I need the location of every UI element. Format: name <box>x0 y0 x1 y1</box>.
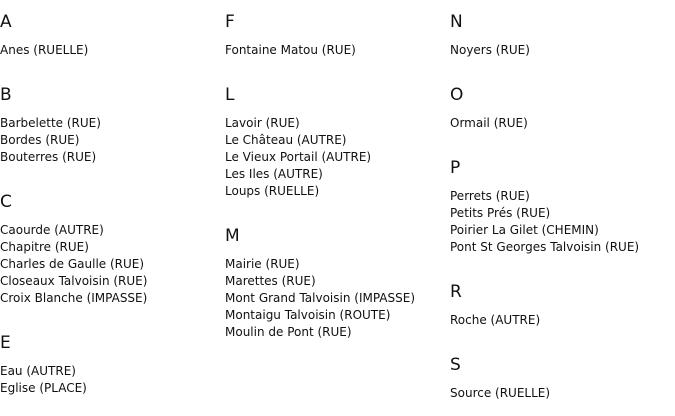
street-link[interactable]: Caourde (AUTRE) <box>0 223 104 237</box>
letter-group-p <box>450 158 675 256</box>
street-list <box>0 222 225 307</box>
letter-group-a <box>0 12 225 59</box>
letter-heading: S <box>450 355 461 375</box>
street-list <box>225 256 450 341</box>
street-list <box>225 115 450 200</box>
letter-group-e <box>0 333 225 397</box>
letter-group-m <box>225 226 450 341</box>
street-link[interactable]: Chapitre (RUE) <box>0 240 89 254</box>
street-link[interactable]: Pont St Georges Talvoisin (RUE) <box>450 240 640 254</box>
street-list <box>0 363 225 397</box>
street-link[interactable]: Mont Grand Talvoisin (IMPASSE) <box>225 291 416 305</box>
letter-heading: O <box>450 85 464 105</box>
street-link[interactable]: Bordes (RUE) <box>0 133 80 147</box>
letter-group-l <box>225 85 450 200</box>
street-link[interactable]: Moulin de Pont (RUE) <box>225 325 352 339</box>
letter-heading: E <box>0 333 11 353</box>
letter-heading: A <box>0 12 12 32</box>
street-index-column-3 <box>450 0 675 402</box>
letter-group-n <box>450 12 675 59</box>
street-link[interactable]: Barbelette (RUE) <box>0 116 101 130</box>
street-link[interactable]: Montaigu Talvoisin (ROUTE) <box>225 308 391 322</box>
street-list <box>450 385 675 402</box>
street-list <box>450 312 675 329</box>
street-list <box>0 42 225 59</box>
street-list <box>225 42 450 59</box>
street-link[interactable]: Perrets (RUE) <box>450 189 530 203</box>
street-link[interactable]: Croix Blanche (IMPASSE) <box>0 291 148 305</box>
street-list <box>450 115 675 132</box>
street-link[interactable]: Poirier La Gilet (CHEMIN) <box>450 223 599 237</box>
letter-group-r <box>450 282 675 329</box>
letter-group-f <box>225 12 450 59</box>
street-link[interactable]: Le Château (AUTRE) <box>225 133 347 147</box>
street-link[interactable]: Noyers (RUE) <box>450 43 530 57</box>
street-link[interactable]: Source (RUELLE) <box>450 386 551 400</box>
street-link[interactable]: Mairie (RUE) <box>225 257 300 271</box>
street-list <box>450 42 675 59</box>
street-index-column-1 <box>0 0 225 397</box>
street-link[interactable]: Le Vieux Portail (AUTRE) <box>225 150 372 164</box>
street-link[interactable]: Charles de Gaulle (RUE) <box>0 257 145 271</box>
letter-group-b <box>0 85 225 166</box>
street-link[interactable]: Ormail (RUE) <box>450 116 528 130</box>
street-link[interactable]: Roche (AUTRE) <box>450 313 541 327</box>
street-link[interactable]: Les Iles (AUTRE) <box>225 167 323 181</box>
letter-group-c <box>0 192 225 307</box>
letter-heading: C <box>0 192 12 212</box>
letter-heading: P <box>450 158 461 178</box>
letter-heading: R <box>450 282 462 302</box>
street-link[interactable]: Marettes (RUE) <box>225 274 316 288</box>
street-index-column-2 <box>225 0 450 341</box>
street-link[interactable]: Lavoir (RUE) <box>225 116 300 130</box>
street-link[interactable]: Loups (RUELLE) <box>225 184 320 198</box>
street-list <box>450 188 675 256</box>
street-link[interactable]: Anes (RUELLE) <box>0 43 89 57</box>
letter-heading: N <box>450 12 463 32</box>
letter-group-o <box>450 85 675 132</box>
street-link[interactable]: Eau (AUTRE) <box>0 364 76 378</box>
street-link[interactable]: Petits Prés (RUE) <box>450 206 551 220</box>
street-list <box>0 115 225 166</box>
street-link[interactable]: Eglise (PLACE) <box>0 381 87 395</box>
letter-heading: F <box>225 12 235 32</box>
letter-heading: B <box>0 85 12 105</box>
street-link[interactable]: Bouterres (RUE) <box>0 150 97 164</box>
letter-heading: L <box>225 85 235 105</box>
street-link[interactable]: Fontaine Matou (RUE) <box>225 43 356 57</box>
letter-heading: M <box>225 226 240 246</box>
street-link[interactable]: Closeaux Talvoisin (RUE) <box>0 274 148 288</box>
letter-group-s <box>450 355 675 402</box>
